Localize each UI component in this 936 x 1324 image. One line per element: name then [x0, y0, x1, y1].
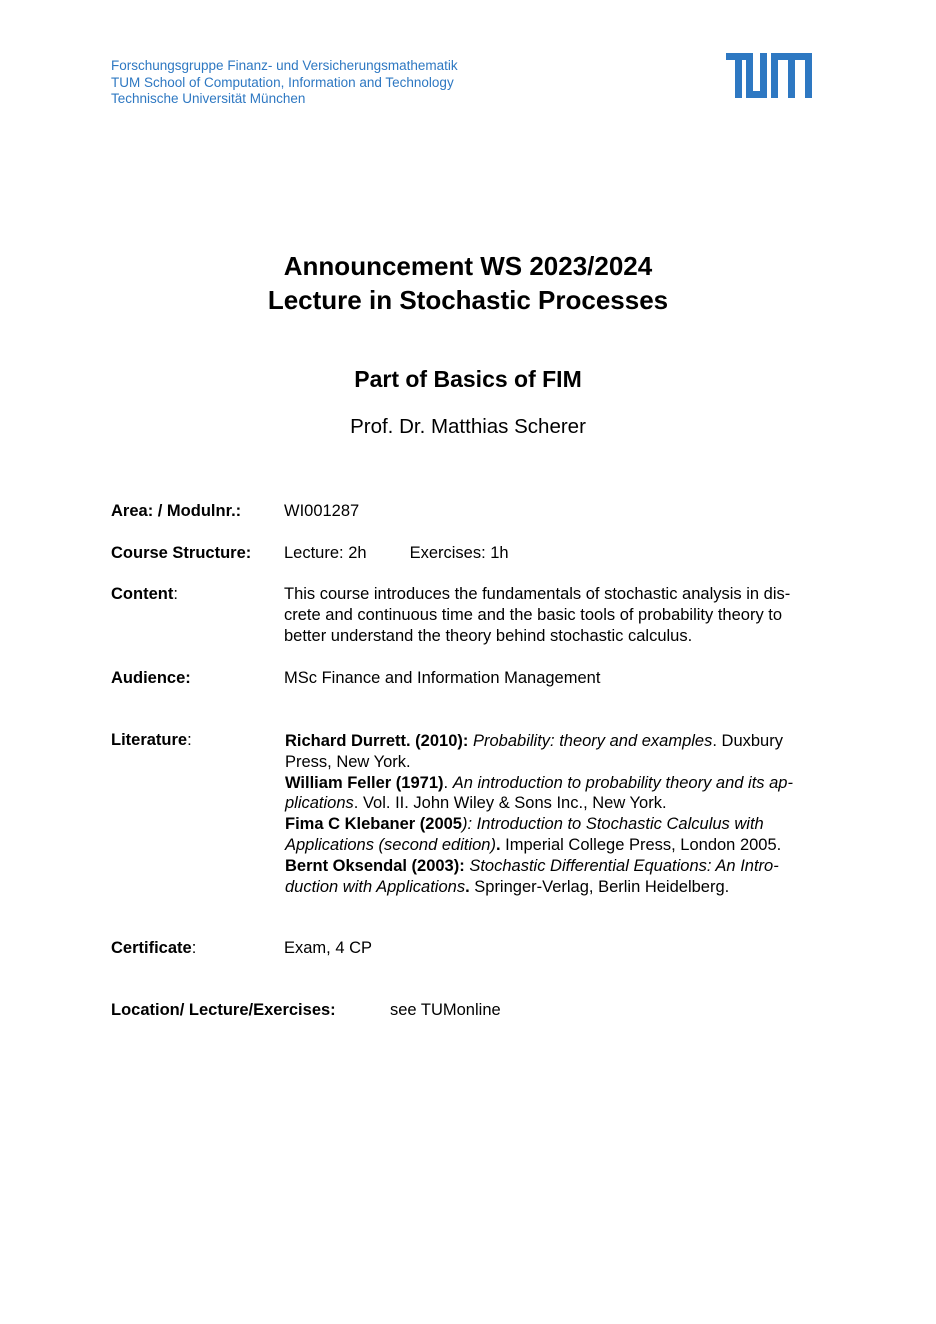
- content-line: crete and continuous time and the basic tools of probability theory to: [284, 606, 783, 624]
- literature-entry: Fima C Klebaner (2005): Introduction to Stochastic Calculus with: [285, 815, 764, 834]
- literature-entry: William Feller (1971). An introduction to probability theory and its ap-: [285, 773, 793, 792]
- literature-entry-cont: Press, New York.: [285, 752, 411, 771]
- lecture-title: Lecture in Stochastic Processes: [267, 285, 669, 315]
- tum-logo: [726, 53, 812, 98]
- content-line: better understand the theory behind stochastic calculus.: [284, 627, 693, 645]
- area-label: Area: / Modulnr.:: [111, 502, 242, 520]
- literature-entry-cont: duction with Applications. Springer-Verlag, Berlin Heidelberg.: [285, 877, 730, 896]
- location-value: see TUMonline: [390, 1001, 501, 1019]
- lecture-hours: Lecture: 2h: [284, 544, 367, 562]
- literature-entry: Richard Durrett. (2010): Probability: theory and examples. Duxbury: [285, 732, 783, 750]
- announcement-title: Announcement WS 2023/2024: [283, 251, 653, 281]
- institution-header: [111, 58, 458, 108]
- certificate-label: Certificate:: [111, 939, 197, 957]
- audience-value: MSc Finance and Information Management: [284, 669, 601, 687]
- header-line-school: TUM School of Computation, Information and Technology: [111, 74, 454, 90]
- certificate-value: Exam, 4 CP: [284, 939, 373, 957]
- course-structure-value: [284, 543, 829, 564]
- subtitle: Part of Basics of FIM: [354, 366, 582, 392]
- content-label: Content:: [111, 585, 178, 603]
- literature-list: [285, 731, 830, 897]
- literature-entry: Bernt Oksendal (2003): Stochastic Differential Equations: An Intro-: [285, 856, 779, 875]
- course-structure-label: Course Structure:: [111, 544, 252, 562]
- literature-label: Literature:: [111, 731, 192, 749]
- header-line-research-group: Forschungsgruppe Finanz- und Versicherungsmathematik: [111, 58, 458, 73]
- area-value: WI001287: [284, 502, 360, 520]
- exercise-hours: Exercises: 1h: [409, 544, 509, 562]
- audience-label: Audience:: [111, 669, 191, 687]
- content-description: [284, 584, 829, 647]
- header-line-university: Technische Universität München: [111, 91, 306, 106]
- literature-entry-cont: Applications (second edition). Imperial College Press, London 2005.: [285, 835, 782, 854]
- content-line: This course introduces the fundamentals of stochastic analysis in dis-: [284, 585, 791, 603]
- location-label: Location/ Lecture/Exercises:: [111, 1001, 336, 1019]
- literature-entry-cont: plications. Vol. II. John Wiley & Sons Inc., New York.: [285, 794, 667, 813]
- professor-name: Prof. Dr. Matthias Scherer: [350, 415, 586, 438]
